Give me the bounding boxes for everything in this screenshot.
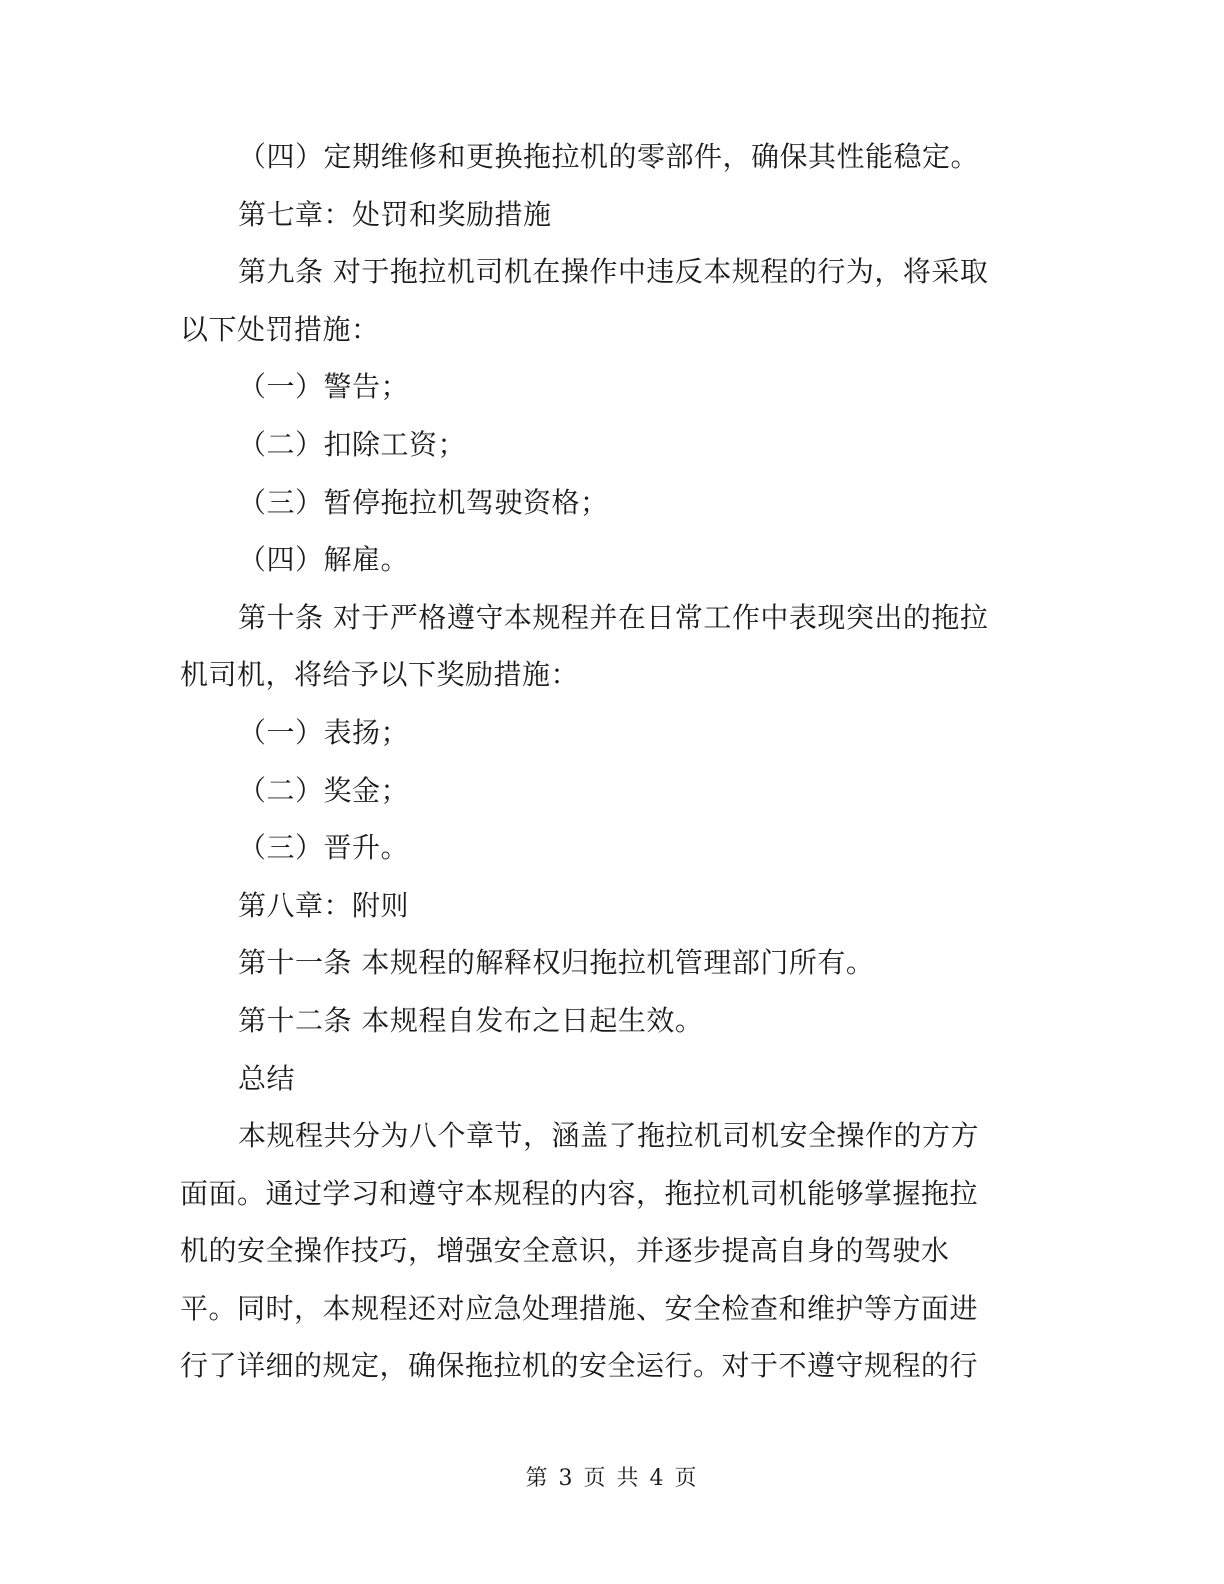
- summary-line-2: 面面。通过学习和遵守本规程的内容，拖拉机司机能够掌握拖拉: [180, 1176, 979, 1210]
- summary-line-1: 本规程共分为八个章节，涵盖了拖拉机司机安全操作的方方: [238, 1119, 980, 1153]
- article-9-line-2: 以下处罚措施：: [180, 312, 380, 346]
- chapter-8-heading: 第八章：附则: [238, 888, 410, 922]
- reward-item-1: （一）表扬；: [238, 715, 410, 749]
- page-number-footer: 第 3 页 共 4 页: [525, 1466, 699, 1491]
- reward-item-2: （二）奖金；: [238, 773, 410, 807]
- article-12: 第十二条 本规程自发布之日起生效。: [238, 1003, 704, 1037]
- list-item-maintenance: （四）定期维修和更换拖拉机的零部件，确保其性能稳定。: [238, 140, 980, 173]
- penalty-item-4: （四）解雇。: [238, 543, 410, 577]
- penalty-item-3: （三）暂停拖拉机驾驶资格；: [238, 485, 609, 519]
- document-body: [180, 128, 1030, 1395]
- reward-item-3: （三）晋升。: [238, 831, 410, 865]
- penalty-item-2: （二）扣除工资；: [238, 427, 467, 461]
- article-9-line-1: 第九条 对于拖拉机司机在操作中违反本规程的行为，将采取: [238, 255, 989, 289]
- chapter-7-heading: 第七章：处罚和奖励措施: [238, 197, 552, 231]
- article-10-line-2: 机司机，将给予以下奖励措施：: [180, 658, 580, 692]
- article-11: 第十一条 本规程的解释权归拖拉机管理部门所有。: [238, 946, 875, 980]
- summary-line-4: 平。同时，本规程还对应急处理措施、安全检查和维护等方面进: [180, 1291, 979, 1325]
- summary-heading: 总结: [238, 1061, 296, 1095]
- summary-line-3: 机的安全操作技巧，增强安全意识，并逐步提高自身的驾驶水: [180, 1234, 950, 1268]
- article-10-line-1: 第十条 对于严格遵守本规程并在日常工作中表现突出的拖拉: [238, 600, 989, 634]
- penalty-item-1: （一）警告；: [238, 370, 410, 404]
- summary-line-5: 行了详细的规定，确保拖拉机的安全运行。对于不遵守规程的行: [180, 1349, 979, 1383]
